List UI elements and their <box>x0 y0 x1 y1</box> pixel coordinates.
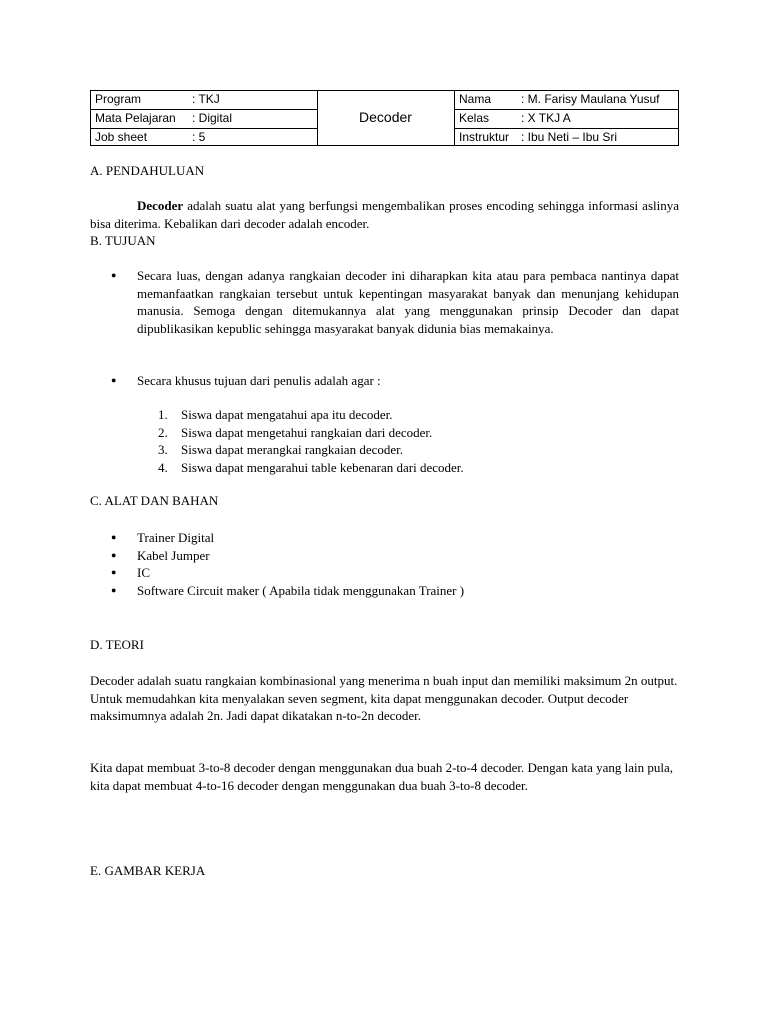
job-sheet-value: : 5 <box>192 130 206 144</box>
job-sheet-label: Job sheet <box>95 130 148 144</box>
section-d-paragraph-2: Kita dapat membuat 3-to-8 decoder dengan menggunakan dua buah 2-to-4 decoder. Dengan kata yang lain pula, kita dapat membuat 4-to-16 decoder dengan menggunakan dua buah 3-to-8 decoder. <box>90 760 673 793</box>
list-number: 4. <box>158 459 168 475</box>
program-label: Program <box>95 92 142 106</box>
section-a-heading: A. PENDAHULUAN <box>90 163 205 178</box>
section-d-paragraph-1: Decoder adalah suatu rangkaian kombinasional yang menerima n buah input dan memiliki maksimum 2n output. Untuk memudahkan kita menyalakan seven segment, kita dapat menggunakan decoder. Output decoder maksimumnya adalah 2n. Jadi dapat dikatakan n-to-2n decoder. <box>90 673 678 723</box>
nama-value: : M. Farisy Maulana Yusuf <box>521 92 660 106</box>
list-number: 3. <box>158 442 168 457</box>
header-left-cell <box>91 91 318 145</box>
section-c-bullets <box>90 529 679 599</box>
section-c-heading: C. ALAT DAN BAHAN <box>90 493 219 508</box>
header-table <box>90 90 679 146</box>
mata-pelajaran-value: : Digital <box>192 111 233 125</box>
header-row-instruktur <box>455 129 678 147</box>
list-item: ● Secara khusus tujuan dari penulis adalah agar : <box>90 372 679 390</box>
list-item: ● Kabel Jumper <box>90 547 679 565</box>
list-text: Siswa dapat mengarahui table kebenaran dari decoder. <box>181 459 464 475</box>
list-item: ● Software Circuit maker ( Apabila tidak menggunakan Trainer ) <box>90 582 679 600</box>
list-text: Siswa dapat merangkai rangkaian decoder. <box>181 442 403 457</box>
kelas-label: Kelas <box>459 111 490 125</box>
section-e-heading: E. GAMBAR KERJA <box>90 863 206 878</box>
list-item: ● Secara luas, dengan adanya rangkaian decoder ini diharapkan kita atau para pembaca nantinya dapat memanfaatkan rangkaian tersebut untuk kepentingan masyarakat banyak dan menunjang kehidupan manusia. Semoga dengan ditemukannya alat yang menggunakan prinsip Decoder dan dapat dipublikasikan kepublic sehingga masyarakat banyak didunia bias memakainya. <box>90 267 679 337</box>
instruktur-value: : Ibu Neti – Ibu Sri <box>521 130 618 144</box>
section-b-numbered-list <box>90 406 679 476</box>
header-row-program <box>91 91 317 110</box>
list-number: 1. <box>158 407 168 422</box>
list-item <box>90 441 679 459</box>
list-item: ● Trainer Digital <box>90 529 679 547</box>
kelas-value: : X TKJ A <box>521 111 571 125</box>
section-a-paragraph <box>90 197 679 232</box>
list-item: ● IC <box>90 564 679 582</box>
list-text: Siswa dapat mengatahui apa itu decoder. <box>181 407 393 422</box>
list-item <box>90 459 679 477</box>
section-a-bold-term: Decoder <box>137 198 184 213</box>
program-value: : TKJ <box>192 92 220 106</box>
section-d-heading: D. TEORI <box>90 637 144 652</box>
document-page <box>90 90 679 878</box>
section-b-bullets-2 <box>90 372 679 390</box>
list-text: Siswa dapat mengetahui rangkaian dari decoder. <box>181 424 433 440</box>
mata-pelajaran-label: Mata Pelajaran <box>95 111 176 125</box>
list-number: 2. <box>158 424 168 440</box>
header-right-cell <box>454 91 678 145</box>
list-item <box>90 406 679 424</box>
nama-label: Nama <box>459 92 492 106</box>
header-row-kelas <box>455 110 678 129</box>
section-b-bullets-1 <box>90 267 679 337</box>
section-a-text: adalah suatu alat yang berfungsi mengembalikan proses encoding sehingga informasi aslinya bisa diterima. Kebalikan dari decoder adalah encoder. <box>90 198 679 231</box>
instruktur-label: Instruktur <box>459 130 510 144</box>
list-item <box>90 424 679 442</box>
header-row-mata-pelajaran <box>91 110 317 129</box>
header-title: Decoder <box>359 109 412 126</box>
header-row-nama <box>455 91 678 110</box>
header-row-job-sheet <box>91 129 317 147</box>
section-b-heading: B. TUJUAN <box>90 233 156 248</box>
